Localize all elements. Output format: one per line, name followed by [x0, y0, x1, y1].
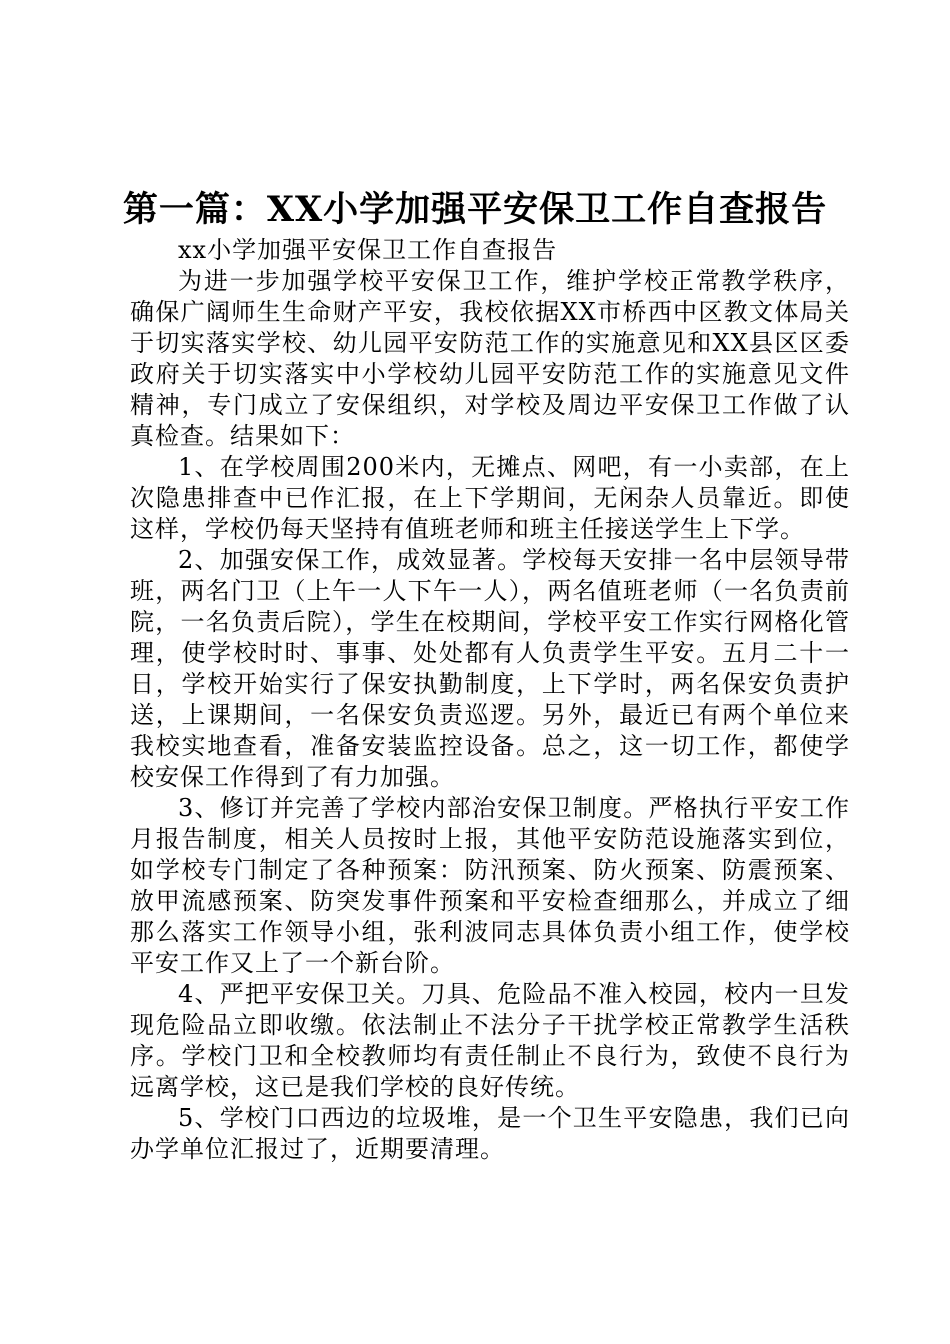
paragraph-item-5: 5、学校门口西边的垃圾堆，是一个卫生平安隐患，我们已向办学单位汇报过了，近期要清理。 [130, 1104, 850, 1163]
paragraph-item-3: 3、修订并完善了学校内部治安保卫制度。严格执行平安工作月报告制度，相关人员按时上报，其他平安防范设施落实到位，如学校专门制定了各种预案：防汛预案、防火预案、防震预案、放甲流感预案、防突发事件预案和平安检查细那么，并成立了细那么落实工作领导小组，张利波同志具体负责小组工作，使学校平安工作又上了一个新台阶。 [130, 794, 850, 977]
paragraph-item-1: 1、在学校周围200米内，无摊点、网吧，有一小卖部，在上次隐患排查中已作汇报，在上下学期间，无闲杂人员靠近。即使这样，学校仍每天坚持有值班老师和班主任接送学生上下学。 [130, 453, 850, 543]
document-body [130, 235, 850, 1165]
paragraph-intro: 为进一步加强学校平安保卫工作，维护学校正常教学秩序，确保广阔师生生命财产平安，我校依据XX市桥西中区教文体局关于切实落实学校、幼儿园平安防范工作的实施意见和XX县区区委政府关于切实落实中小学校幼儿园平安防范工作的实施意见文件精神，专门成立了安保组织，对学校及周边平安保卫工作做了认真检查。结果如下： [130, 267, 850, 450]
document-title: 第一篇：XX小学加强平安保卫工作自查报告 [122, 189, 828, 230]
document-subtitle: xx小学加强平安保卫工作自查报告 [178, 236, 558, 264]
paragraph-item-2: 2、加强安保工作，成效显著。学校每天安排一名中层领导带班，两名门卫（上午一人下午一人），两名值班老师（一名负责前院，一名负责后院），学生在校期间，学校平安工作实行网格化管理，使学校时时、事事、处处都有人负责学生平安。五月二十一日，学校开始实行了保安执勤制度，上下学时，两名保安负责护送，上课期间，一名保安负责巡逻。另外，最近已有两个单位来我校实地查看，准备安装监控设备。总之，这一切工作，都使学校安保工作得到了有力加强。 [130, 546, 850, 791]
paragraph-item-4: 4、严把平安保卫关。刀具、危险品不准入校园，校内一旦发现危险品立即收缴。依法制止不法分子干扰学校正常教学生活秩序。学校门卫和全校教师均有责任制止不良行为，致使不良行为远离学校，这已是我们学校的良好传统。 [130, 980, 850, 1101]
